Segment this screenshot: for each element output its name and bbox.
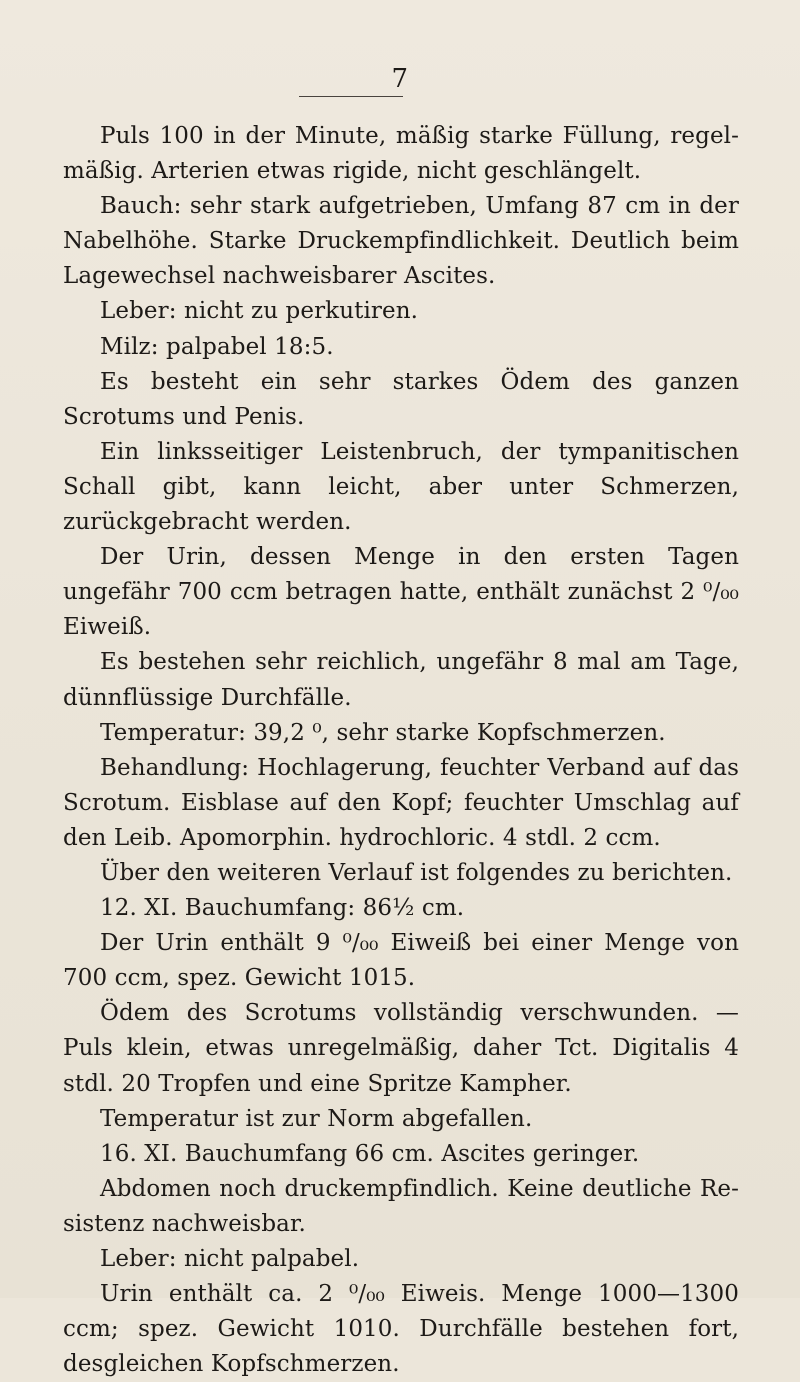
- paragraph-urine: Der Urin, dessen Menge in den ersten Tagen ungefähr 700 ccm betragen hatte, enthält zunächst 2 ⁰/₀₀ Eiweiß.: [63, 544, 739, 641]
- paragraph-diarrhea: Es bestehen sehr reichlich, ungefähr 8 mal am Tage, dünnflüssige Durchfälle.: [63, 649, 739, 711]
- paragraph-urine-nov-12: Der Urin enthält 9 ⁰/₀₀ Eiweiß bei einer Menge von 700 ccm, spez. Gewicht 1015.: [63, 930, 739, 992]
- paragraph-temperature: Temperatur: 39,2 ⁰, sehr starke Kopfschmerzen.: [100, 719, 666, 746]
- page-number-rule: [299, 96, 403, 97]
- paragraph-hernia: Ein linksseitiger Leistenbruch, der tympanitischen Schall gibt, kann leicht, aber unter Schmerzen, zurückgebracht werden.: [63, 438, 739, 536]
- paragraph-abdomen: Bauch: sehr stark aufgetrieben, Umfang 87 cm in der Nabelhöhe. Starke Druckempfindlichkeit. Deutlich beim Lagewechsel nachweisbarer Ascites.: [63, 193, 739, 290]
- paragraph-course-intro: Über den weiteren Verlauf ist folgendes zu berichten.: [100, 859, 733, 886]
- paragraph-liver-not-palpable: Leber: nicht palpabel.: [100, 1246, 360, 1272]
- paragraph-temperature-normal: Temperatur ist zur Norm abgefallen.: [100, 1105, 533, 1132]
- paragraph-nov-12: 12. XI. Bauchumfang: 86½ cm.: [100, 895, 465, 922]
- paragraph-pulse: Puls 100 in der Minute, mäßig starke Füllung, regel-mäßig. Arterien etwas rigide, nicht geschlängelt.: [63, 123, 739, 185]
- paragraph-spleen: Milz: palpabel 18:5.: [100, 333, 334, 360]
- paragraph-nov-16: 16. XI. Bauchumfang 66 cm. Ascites geringer.: [100, 1140, 640, 1167]
- paragraph-urine-final: Urin enthält ca. 2 ⁰/₀₀ Eiweis. Menge 1000—1300 ccm; spez. Gewicht 1010. Durchfälle bestehen fort, desgleichen Kopfschmerzen.: [63, 1281, 739, 1378]
- page-number: 7: [391, 64, 409, 94]
- paragraph-abdomen-tender: Abdomen noch druckempfindlich. Keine deutliche Re-sistenz nachweisbar.: [63, 1175, 739, 1237]
- paragraph-edema-resolved: Ödem des Scrotums vollständig verschwunden. — Puls klein, etwas unregelmäßig, daher Tct. Digitalis 4 stdl. 20 Tropfen und eine Spritze Kampher.: [63, 1000, 739, 1097]
- body-text: [63, 119, 739, 1382]
- paragraph-treatment: Behandlung: Hochlagerung, feuchter Verband auf das Scrotum. Eisblase auf den Kopf; feuchter Umschlag auf den Leib. Apomorphin. hydrochloric. 4 stdl. 2 ccm.: [63, 754, 739, 851]
- paragraph-edema: Es besteht ein sehr starkes Ödem des ganzen Scrotums und Penis.: [63, 368, 739, 430]
- paragraph-liver: Leber: nicht zu perkutiren.: [100, 298, 419, 325]
